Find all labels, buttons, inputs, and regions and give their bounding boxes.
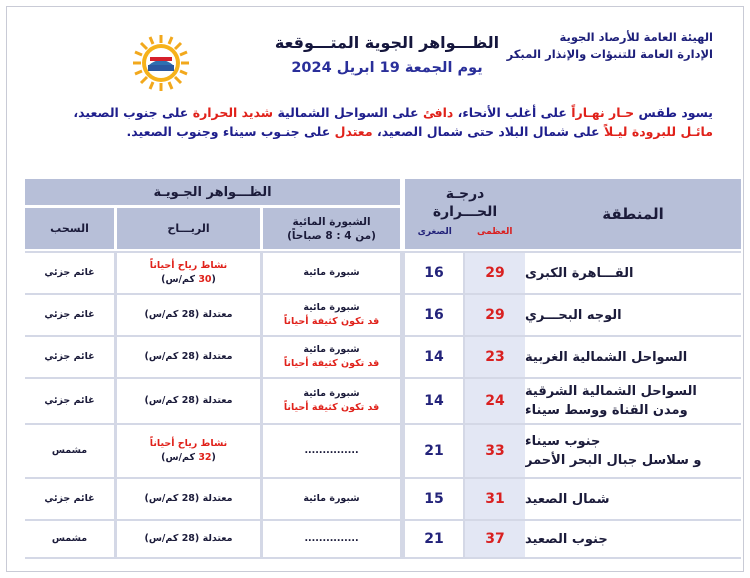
cloud-cell bbox=[25, 337, 114, 377]
wind-speed bbox=[144, 308, 232, 322]
max-temp-value: 29 bbox=[485, 265, 505, 281]
wind-unit: كم/س) bbox=[144, 309, 182, 320]
header-region: المنطقة bbox=[525, 179, 741, 249]
region-name-line2: ومدن القناة ووسط سيناء bbox=[525, 403, 688, 418]
wind-cell bbox=[117, 425, 260, 477]
forecast-date: يوم الجمعة 19 ابريل 2024 bbox=[291, 60, 483, 76]
region-name: القـــاهرة الكبرى bbox=[525, 265, 634, 281]
summary-highlight: معتدل bbox=[334, 124, 373, 139]
min-temp-cell bbox=[405, 253, 463, 293]
page-title: الظـــواهر الجوية المتـــوقعة bbox=[274, 33, 500, 52]
max-temp-value: 29 bbox=[485, 307, 505, 323]
header-temperature-line2: الحـــرارة bbox=[432, 204, 498, 220]
region-name: شمال الصعيد bbox=[525, 491, 610, 507]
wind-unit: كم/س) bbox=[144, 395, 182, 406]
min-temp-cell bbox=[405, 521, 463, 557]
region-cell bbox=[525, 425, 741, 477]
header-fog-line1: الشبورة المائية bbox=[292, 215, 371, 228]
fog-warning: قد تكون كثيفة أحياناً bbox=[283, 358, 380, 369]
wind-speed-value: 32 bbox=[198, 452, 212, 463]
max-temp-cell bbox=[465, 479, 525, 519]
header-temperature bbox=[405, 179, 525, 249]
min-temp-value: 14 bbox=[424, 393, 444, 409]
summary-text: يسود طقس bbox=[634, 105, 713, 120]
max-temp-value: 33 bbox=[485, 443, 505, 459]
wind-speed bbox=[144, 532, 232, 546]
header-max: العظمى bbox=[476, 227, 513, 237]
cloud-cell bbox=[25, 521, 114, 557]
summary-highlight: شديد الحرارة bbox=[192, 105, 274, 120]
cloud-cell bbox=[25, 295, 114, 335]
max-temp-value: 23 bbox=[485, 349, 505, 365]
wind-unit: كم/س) bbox=[144, 351, 182, 362]
summary-line-2 bbox=[23, 122, 713, 141]
wind-speed-value: 28 bbox=[181, 395, 195, 406]
header-fog-line2: (من 4 : 8 صباحاً) bbox=[287, 229, 376, 242]
cloud-text: مشمس bbox=[51, 533, 88, 544]
wind-speed bbox=[144, 350, 232, 364]
wind-alert: نشاط رياح أحياناً bbox=[149, 438, 228, 449]
wind-cell bbox=[117, 379, 260, 423]
max-temp-value: 24 bbox=[485, 393, 505, 409]
wind-speed-value: 28 bbox=[181, 351, 195, 362]
min-temp-value: 16 bbox=[424, 265, 444, 281]
cloud-cell bbox=[25, 379, 114, 423]
max-temp-cell bbox=[465, 337, 525, 377]
weather-summary bbox=[23, 103, 713, 141]
fog-cell bbox=[263, 479, 400, 519]
fog-cell bbox=[263, 425, 400, 477]
max-temp-cell bbox=[465, 379, 525, 423]
fog-cell bbox=[263, 295, 400, 335]
region-name-line2: و سلاسل جبال البحر الأحمر bbox=[525, 453, 702, 468]
cloud-text: غائم جزئي bbox=[44, 395, 95, 406]
region-name: جنوب الصعيد bbox=[525, 531, 608, 547]
header-phenomena: الظـــواهر الجـويـة bbox=[25, 179, 400, 205]
fog-warning: قد تكون كثيفة أحياناً bbox=[283, 402, 380, 413]
region-label bbox=[525, 382, 697, 420]
min-temp-cell bbox=[405, 337, 463, 377]
wind-cell bbox=[117, 295, 260, 335]
fog-text: شبورة مائية bbox=[303, 267, 360, 278]
org-name: الهيئة العامة للأرصاد الجوية bbox=[559, 30, 713, 44]
summary-highlight: مائـل للبرودة ليـلاً bbox=[603, 124, 713, 139]
region-cell bbox=[525, 253, 741, 293]
fog-cell bbox=[263, 253, 400, 293]
summary-text: على السواحل الشمالية bbox=[273, 105, 423, 120]
fog-cell bbox=[263, 521, 400, 557]
fog-cell bbox=[263, 379, 400, 423]
max-temp-value: 37 bbox=[485, 531, 505, 547]
wind-alert: نشاط رياح أحياناً bbox=[149, 260, 228, 271]
cloud-text: غائم جزئي bbox=[44, 267, 95, 278]
title-block bbox=[237, 33, 537, 76]
wind-cell bbox=[117, 521, 260, 557]
wind-unit: كم/س) bbox=[161, 452, 199, 463]
region-cell bbox=[525, 295, 741, 335]
max-temp-cell bbox=[465, 521, 525, 557]
wind-speed bbox=[144, 394, 232, 408]
max-temp-cell bbox=[465, 425, 525, 477]
wind-speed bbox=[161, 273, 216, 287]
cloud-text: غائم جزئي bbox=[44, 309, 95, 320]
summary-text: على أغلب الأنحاء، bbox=[453, 105, 572, 120]
wind-unit: كم/س) bbox=[161, 274, 199, 285]
cloud-cell bbox=[25, 425, 114, 477]
wind-text: ( bbox=[211, 274, 216, 285]
min-temp-value: 21 bbox=[424, 443, 444, 459]
summary-text: على شمال البلاد حتى شمال الصعيد، bbox=[372, 124, 604, 139]
region-name: السواحل الشمالية الشرقية bbox=[525, 384, 697, 399]
fog-cell bbox=[263, 337, 400, 377]
region-label bbox=[525, 306, 622, 325]
wind-text: معتدلة ( bbox=[194, 309, 233, 320]
organization-heading bbox=[507, 29, 713, 63]
region-label bbox=[525, 490, 610, 509]
cloud-cell bbox=[25, 479, 114, 519]
wind-speed bbox=[144, 492, 232, 506]
region-cell bbox=[525, 337, 741, 377]
wind-cell bbox=[117, 337, 260, 377]
region-label bbox=[525, 264, 633, 283]
summary-text: على جنوب الصعيد، bbox=[73, 105, 193, 120]
fog-text: شبورة مائية bbox=[303, 302, 360, 313]
temperature-subheaders bbox=[405, 223, 525, 241]
wind-cell bbox=[117, 253, 260, 293]
header-wind: الريـــاح bbox=[117, 208, 260, 249]
cloud-text: غائم جزئي bbox=[44, 493, 95, 504]
wind-text: ( bbox=[211, 452, 216, 463]
region-name: الوجه البحـــري bbox=[525, 307, 622, 323]
header-min: الصغرى bbox=[417, 227, 452, 237]
header-fog bbox=[263, 208, 400, 249]
fog-warning: قد تكون كثيفة أحياناً bbox=[283, 316, 380, 327]
fog-text: شبورة مائية bbox=[303, 493, 360, 504]
min-temp-cell bbox=[405, 379, 463, 423]
region-cell bbox=[525, 521, 741, 557]
min-temp-value: 21 bbox=[424, 531, 444, 547]
wind-speed-value: 28 bbox=[181, 309, 195, 320]
fog-text: ............... bbox=[304, 445, 359, 456]
summary-text: على جنـوب سيناء وجنوب الصعيد. bbox=[126, 124, 335, 139]
region-label bbox=[525, 530, 608, 549]
region-name: السواحل الشمالية الغربية bbox=[525, 349, 688, 365]
org-department: الإدارة العامة للتنبؤات والإنذار المبكر bbox=[506, 47, 713, 61]
wind-text: معتدلة (28 كم/س) bbox=[144, 533, 233, 544]
forecast-card bbox=[6, 6, 744, 572]
wind-text: معتدلة ( bbox=[194, 351, 233, 362]
min-temp-value: 16 bbox=[424, 307, 444, 323]
fog-text: شبورة مائية bbox=[303, 344, 360, 355]
wind-speed-value: 30 bbox=[198, 274, 212, 285]
max-temp-cell bbox=[465, 295, 525, 335]
cloud-text: غائم جزئي bbox=[44, 351, 95, 362]
region-label bbox=[525, 348, 687, 367]
region-name: جنوب سيناء bbox=[525, 434, 601, 449]
fog-text: ............... bbox=[304, 533, 359, 544]
summary-highlight: دافئ bbox=[422, 105, 454, 120]
cloud-cell bbox=[25, 253, 114, 293]
wind-text: معتدلة ( bbox=[194, 395, 233, 406]
summary-highlight: حـار نهـاراً bbox=[571, 105, 635, 120]
fog-text: شبورة مائية bbox=[303, 388, 360, 399]
min-temp-value: 14 bbox=[424, 349, 444, 365]
header-clouds: السحب bbox=[25, 208, 114, 249]
forecast-table bbox=[25, 179, 741, 557]
region-cell bbox=[525, 479, 741, 519]
wind-speed bbox=[161, 451, 216, 465]
min-temp-cell bbox=[405, 295, 463, 335]
summary-line-1 bbox=[23, 103, 713, 122]
region-cell bbox=[525, 379, 741, 423]
wind-cell bbox=[117, 479, 260, 519]
max-temp-cell bbox=[465, 253, 525, 293]
sun-emblem-icon bbox=[131, 33, 191, 93]
cloud-text: مشمس bbox=[51, 445, 88, 456]
region-label bbox=[525, 432, 701, 470]
min-temp-cell bbox=[405, 425, 463, 477]
header-temperature-line1: درجـة bbox=[445, 186, 485, 202]
min-temp-cell bbox=[405, 479, 463, 519]
min-temp-value: 15 bbox=[424, 491, 444, 507]
max-temp-value: 31 bbox=[485, 491, 505, 507]
wind-text: معتدلة (28 كم/س) bbox=[144, 493, 233, 504]
